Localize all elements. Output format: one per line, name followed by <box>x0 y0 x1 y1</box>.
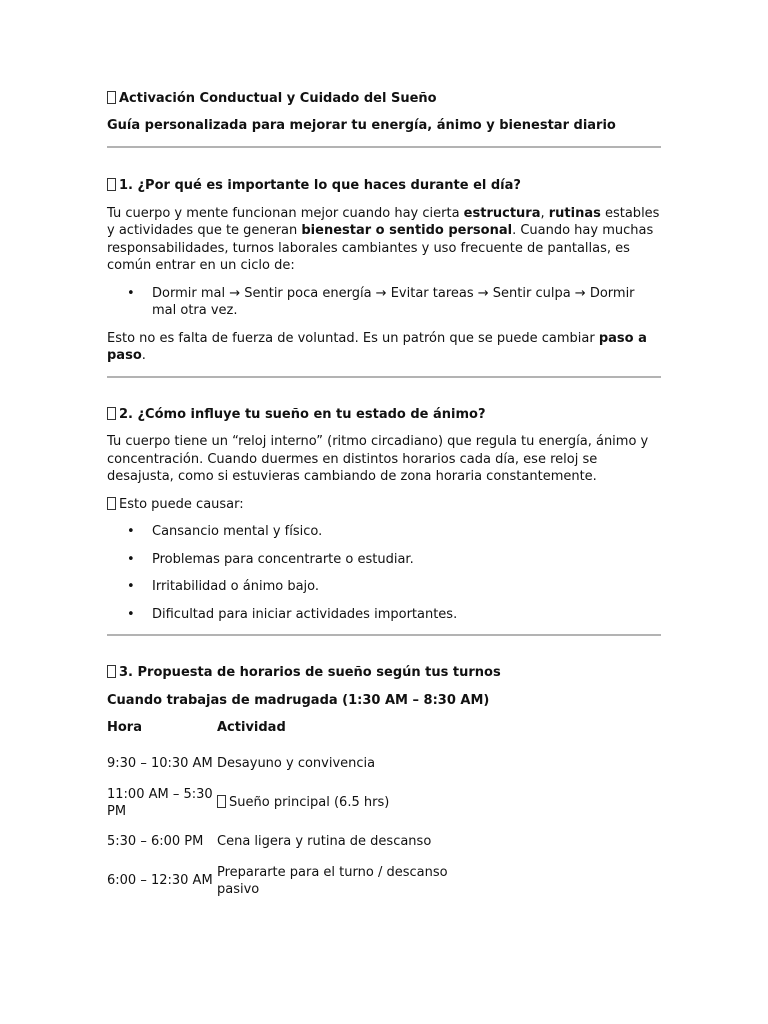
section-1-closing-bold: paso a paso <box>107 330 647 363</box>
cell-hora: 6:00 – 12:30 AM <box>107 873 213 889</box>
warning-icon <box>107 497 116 510</box>
table-row <box>107 857 457 905</box>
document-subtitle: Guía personalizada para mejorar tu energía, ánimo y bienestar diario <box>107 117 616 133</box>
document-title <box>107 90 661 108</box>
column-header-actividad: Actividad <box>217 720 286 735</box>
section-1-text: , <box>540 205 549 221</box>
section-1-list <box>107 285 661 320</box>
section-1-closing <box>107 330 661 365</box>
section-1-paragraph <box>107 205 661 275</box>
section-1-closing-text: Esto no es falta de fuerza de voluntad. Es un patrón que se puede cambiar <box>107 330 599 346</box>
document-title-text: Activación Conductual y Cuidado del Sueño <box>119 91 437 106</box>
column-header-hora: Hora <box>107 720 142 735</box>
section-3-heading-text: 3. Propuesta de horarios de sueño según tus turnos <box>119 665 501 680</box>
cell-hora: 5:30 – 6:00 PM <box>107 834 204 850</box>
section-2-list <box>107 523 661 623</box>
section-3-heading <box>107 664 661 682</box>
list-item: • Dormir mal → Sentir poca energía → Evitar tareas → Sentir culpa → Dormir mal otra vez. <box>107 285 661 320</box>
schedule-table <box>107 719 457 905</box>
divider <box>107 376 661 378</box>
list-item: • Cansancio mental y físico. <box>107 523 661 541</box>
section-1-text: estables y actividades que te generan <box>107 205 660 238</box>
divider <box>107 634 661 636</box>
section-2-heading-text: 2. ¿Cómo influye tu sueño en tu estado de ánimo? <box>119 406 486 422</box>
section-1-closing-end: . <box>141 348 146 363</box>
cell-actividad <box>217 779 457 827</box>
sleep-icon <box>217 795 226 808</box>
cell-actividad-text: Sueño principal (6.5 hrs) <box>229 795 390 811</box>
divider <box>107 146 661 148</box>
section-1-bold-bienestar: bienestar o sentido personal <box>301 223 513 238</box>
section-1-text: Tu cuerpo y mente funcionan mejor cuando hay cierta <box>107 205 464 221</box>
cell-actividad: Desayuno y convivencia <box>217 756 376 772</box>
table-row <box>107 749 457 779</box>
table-row <box>107 827 457 857</box>
clock-icon <box>107 665 116 678</box>
cell-hora: 11:00 AM – 5:30 PM <box>107 786 213 819</box>
section-1-text: . Cuando hay muchas responsabilidades, turnos laborales cambiantes y uso frecuente de pantallas, es común entrar en un ciclo de: <box>107 223 654 273</box>
list-item: • Dificultad para iniciar actividades importantes. <box>107 606 661 624</box>
list-item: • Problemas para concentrarte o estudiar. <box>107 551 661 569</box>
section-2-cause-text: Esto puede causar: <box>119 496 244 512</box>
section-1-bold-rutinas: rutinas <box>548 205 601 221</box>
section-2-cause-intro <box>107 496 661 514</box>
section-1-heading <box>107 177 661 195</box>
schedule-table-title: Cuando trabajas de madrugada (1:30 AM – 8:30 AM) <box>107 692 490 708</box>
section-2-heading <box>107 406 661 424</box>
document-icon <box>107 91 116 104</box>
cell-actividad: Cena ligera y rutina de descanso <box>217 834 432 850</box>
pin-icon <box>107 178 116 191</box>
document-content <box>107 90 661 905</box>
cell-hora: 9:30 – 10:30 AM <box>107 756 213 772</box>
table-row <box>107 779 457 827</box>
section-1-heading-text: 1. ¿Por qué es importante lo que haces durante el día? <box>119 178 521 193</box>
moon-icon <box>107 407 116 420</box>
cell-actividad: Prepararte para el turno / descanso pasivo <box>217 864 448 897</box>
section-1-bold-estructura: estructura <box>463 205 541 221</box>
list-item: • Irritabilidad o ánimo bajo. <box>107 578 661 596</box>
section-2-paragraph: Tu cuerpo tiene un “reloj interno” (ritmo circadiano) que regula tu energía, ánimo y concentración. Cuando duermes en distintos horarios cada día, ese reloj se desajusta, como si estuvieras cambiando de zona horaria constantemente. <box>107 434 649 484</box>
